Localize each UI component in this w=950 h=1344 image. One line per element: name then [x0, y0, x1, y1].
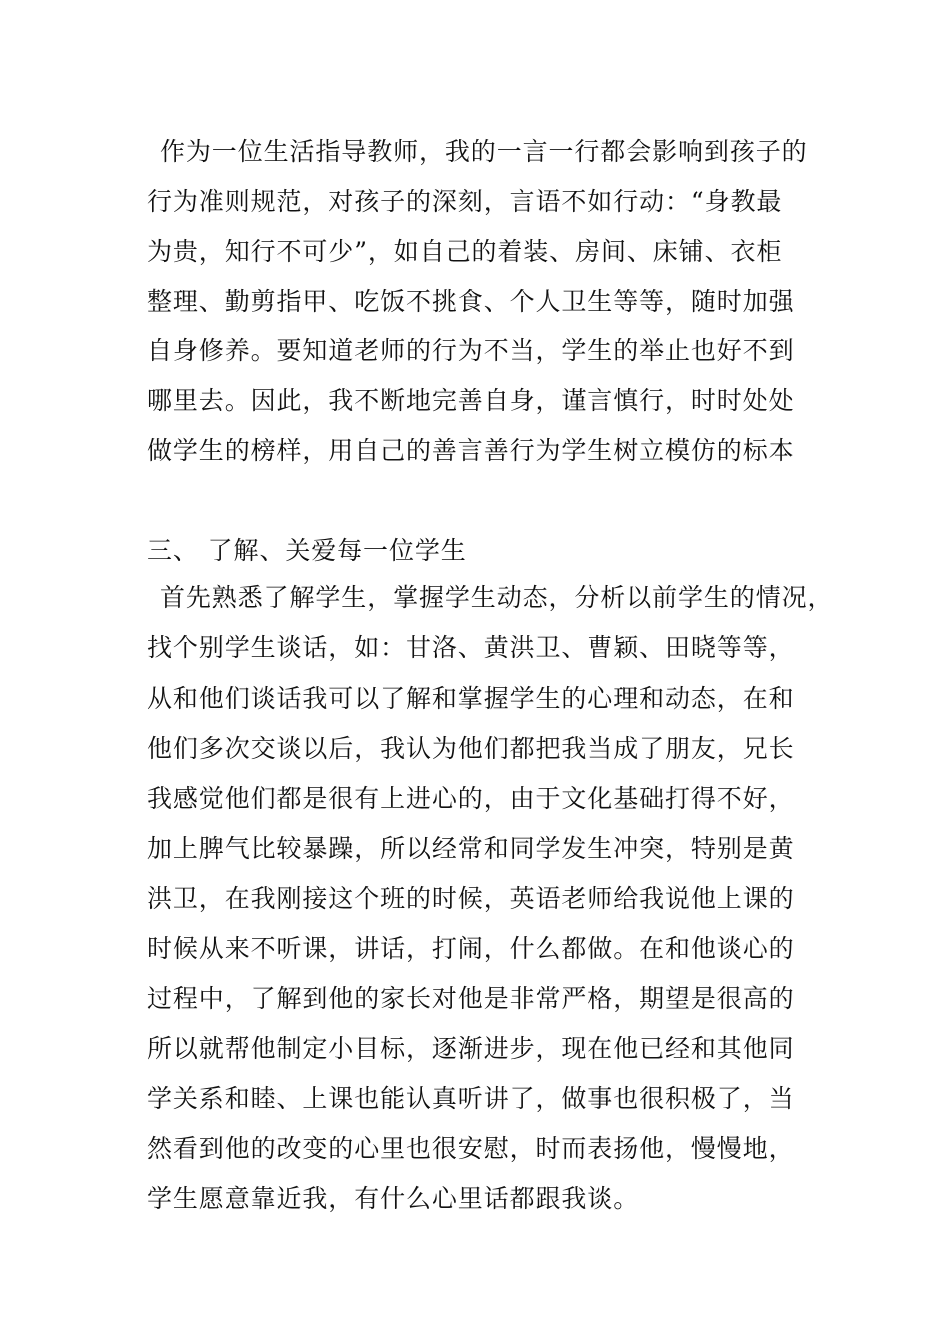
section-heading: 三、 了解、关爱每一位学生 — [147, 536, 467, 565]
text-line: 时候从来不听课，讲话，打闹，什么都做。在和他谈心的 — [147, 934, 795, 963]
text-line: 做学生的榜样，用自己的善言善行为学生树立模仿的标本 — [147, 436, 795, 465]
text-line: 行为准则规范，对孩子的深刻，言语不如行动：“身教最 — [147, 187, 783, 216]
text-line: 整理、勤剪指甲、吃饭不挑食、个人卫生等等，随时加强 — [147, 287, 795, 316]
text-line: 然看到他的改变的心里也很安慰，时而表扬他，慢慢地， — [147, 1134, 795, 1163]
text-line: 所以就帮他制定小目标，逐渐进步，现在他已经和其他同 — [147, 1034, 795, 1063]
text-line: 从和他们谈话我可以了解和掌握学生的心理和动态，在和 — [147, 684, 795, 713]
text-line: 他们多次交谈以后，我认为他们都把我当成了朋友，兄长 — [147, 734, 795, 763]
text-line: 找个别学生谈话，如：甘洛、黄洪卫、曹颖、田晓等等， — [147, 633, 795, 662]
text-line: 学生愿意靠近我，有什么心里话都跟我谈。 — [147, 1184, 640, 1213]
text-line: 首先熟悉了解学生，掌握学生动态，分析以前学生的情况， — [160, 583, 834, 612]
text-line: 加上脾气比较暴躁，所以经常和同学发生冲突，特别是黄 — [147, 834, 795, 863]
text-line: 我感觉他们都是很有上进心的，由于文化基础打得不好， — [147, 784, 795, 813]
text-line: 学关系和睦、上课也能认真听讲了，做事也很积极了，当 — [147, 1084, 795, 1113]
text-line: 洪卫，在我刚接这个班的时候，英语老师给我说他上课的 — [147, 884, 795, 913]
text-line: 为贵，知行不可少”，如自己的着装、房间、床铺、衣柜 — [147, 237, 783, 266]
text-line: 自身修养。要知道老师的行为不当，学生的举止也好不到 — [147, 336, 795, 365]
text-line: 作为一位生活指导教师，我的一言一行都会影响到孩子的 — [160, 137, 808, 166]
text-line: 过程中，了解到他的家长对他是非常严格，期望是很高的 — [147, 984, 795, 1013]
text-line: 哪里去。因此，我不断地完善自身，谨言慎行，时时处处 — [147, 386, 795, 415]
